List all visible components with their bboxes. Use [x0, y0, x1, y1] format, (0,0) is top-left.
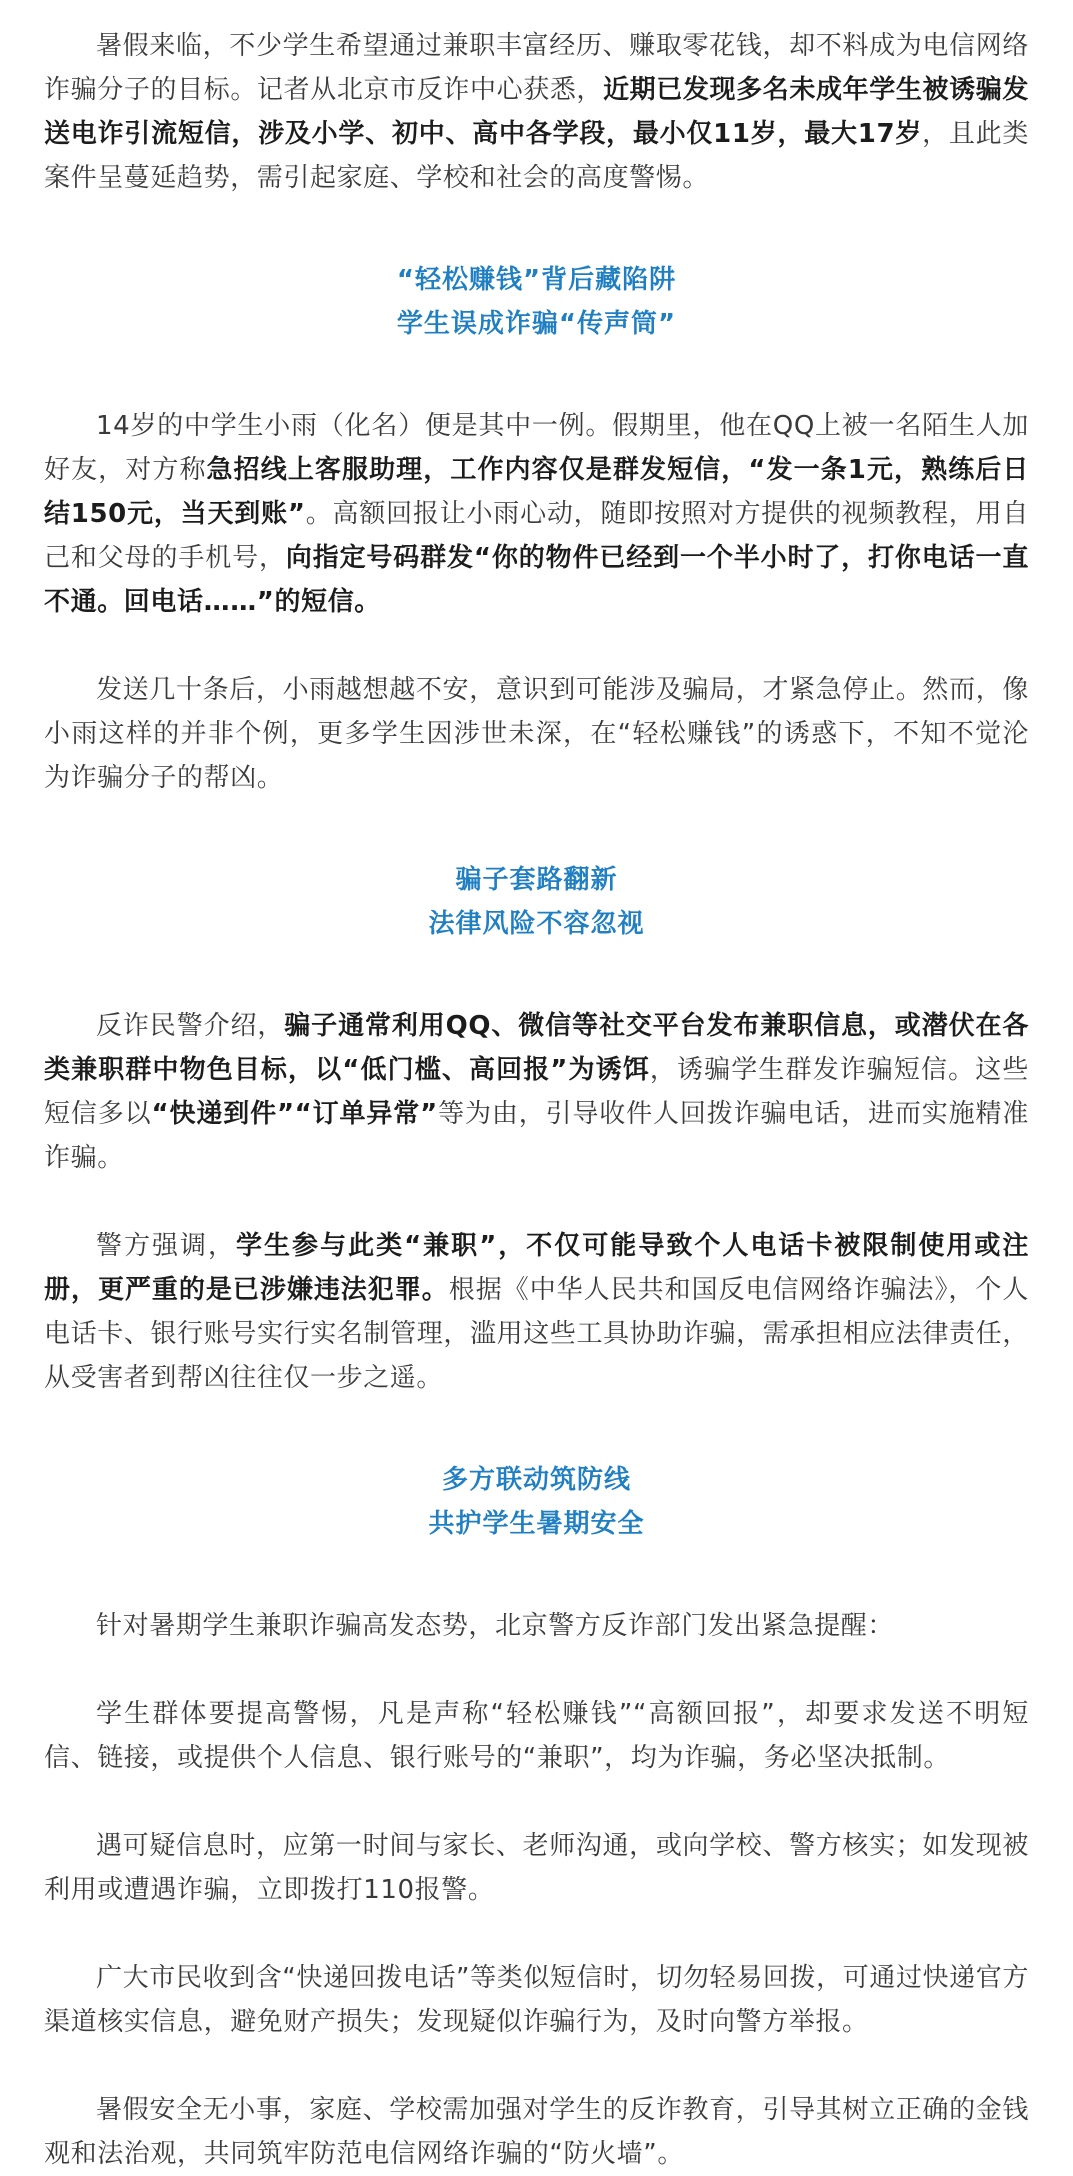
- section-heading-3: [44, 1458, 1029, 1546]
- intro-bold-1: 近期已发现多名未成年学生被诱骗发送电诈引流短信，涉及小学、初中、高中各学段，最小仅11岁，最大17岁: [44, 75, 1029, 149]
- legal-text-2: 根据《中华人民共和国反电信网络诈骗法》，个人电话卡、银行账号实行实名制管理，滥用这些工具协助诈骗，需承担相应法律责任，从受害者到帮凶往往仅一步之遥。: [44, 1275, 1029, 1393]
- police-text-1: 反诈民警介绍，: [96, 1011, 285, 1041]
- police-text-3: 等为由，引导收件人回拨诈骗电话，进而实施精准诈骗。: [44, 1099, 1030, 1173]
- case-text-1: 14岁的中学生小雨（化名）便是其中一例。假期里，他在QQ上被一名陌生人加好友，对方称: [44, 411, 1029, 485]
- reminder-intro-paragraph: [44, 1604, 1029, 1648]
- legal-text-1: 警方强调，: [96, 1231, 237, 1261]
- section-heading-2-line-1: 骗子套路翻新: [455, 865, 618, 895]
- reminder-students-text: 学生群体要提高警惕，凡是声称“轻松赚钱”“高额回报”，却要求发送不明短信、链接，或提供个人信息、银行账号的“兼职”，均为诈骗，务必坚决抵制。: [44, 1699, 1029, 1773]
- legal-bold-1: 学生参与此类“兼职”，不仅可能导致个人电话卡被限制使用或注册，更严重的是已涉嫌违法犯罪。: [44, 1231, 1029, 1305]
- section-heading-3-line-1: 多方联动筑防线: [441, 1465, 631, 1495]
- reminder-citizens-text: 广大市民收到含“快递回拨电话”等类似短信时，切勿轻易回拨，可通过快递官方渠道核实信息，避免财产损失；发现疑似诈骗行为，及时向警方举报。: [44, 1963, 1029, 2037]
- reminder-intro-text: 针对暑期学生兼职诈骗高发态势，北京警方反诈部门发出紧急提醒：: [96, 1611, 895, 1641]
- closing-text: 暑假安全无小事，家庭、学校需加强对学生的反诈教育，引导其树立正确的金钱观和法治观，共同筑牢防范电信网络诈骗的“防火墙”。: [44, 2095, 1029, 2169]
- intro-paragraph: [44, 24, 1029, 200]
- case-followup-text: 发送几十条后，小雨越想越不安，意识到可能涉及骗局，才紧急停止。然而，像小雨这样的并非个例，更多学生因涉世未深，在“轻松赚钱”的诱惑下，不知不觉沦为诈骗分子的帮凶。: [44, 675, 1029, 793]
- police-bold-2: “快递到件”“订单异常”: [151, 1099, 438, 1129]
- police-bold-1: 骗子通常利用QQ、微信等社交平台发布兼职信息，或潜伏在各类兼职群中物色目标，以“低门槛、高回报”为诱饵: [44, 1011, 1029, 1085]
- case-bold-1: 急招线上客服助理，工作内容仅是群发短信，“发一条1元，熟练后日结150元，当天到账”: [44, 455, 1030, 529]
- section-heading-1-line-2: 学生误成诈骗“传声筒”: [396, 309, 677, 339]
- section-heading-1-line-1: “轻松赚钱”背后藏陷阱: [396, 265, 677, 295]
- reminder-citizens-paragraph: [44, 1956, 1029, 2044]
- case-bold-2: 向指定号码群发“你的物件已经到一个半小时了，打你电话一直不通。回电话……”的短信。: [44, 543, 1029, 617]
- closing-paragraph: [44, 2088, 1029, 2176]
- section-heading-2: [44, 858, 1029, 946]
- reminder-students-paragraph: [44, 1692, 1029, 1780]
- legal-risk-paragraph: [44, 1224, 1029, 1400]
- case-text-2: 。高额回报让小雨心动，随即按照对方提供的视频教程，用自己和父母的手机号，: [44, 499, 1029, 573]
- police-text-2: ，诱骗学生群发诈骗短信。这些短信多以: [44, 1055, 1029, 1129]
- reminder-suspicious-paragraph: [44, 1824, 1029, 1912]
- case-followup-paragraph: [44, 668, 1029, 800]
- case-paragraph: [44, 404, 1029, 624]
- intro-text-1: 暑假来临，不少学生希望通过兼职丰富经历、赚取零花钱，却不料成为电信网络诈骗分子的目标。记者从北京市反诈中心获悉，: [44, 31, 1029, 105]
- section-heading-2-line-2: 法律风险不容忽视: [428, 909, 645, 939]
- reminder-suspicious-text: 遇可疑信息时，应第一时间与家长、老师沟通，或向学校、警方核实；如发现被利用或遭遇诈骗，立即拨打110报警。: [44, 1831, 1029, 1905]
- section-heading-3-line-2: 共护学生暑期安全: [428, 1509, 645, 1539]
- section-heading-1: [44, 258, 1029, 346]
- intro-text-2: ，且此类案件呈蔓延趋势，需引起家庭、学校和社会的高度警惕。: [44, 119, 1029, 193]
- police-intro-paragraph: [44, 1004, 1029, 1180]
